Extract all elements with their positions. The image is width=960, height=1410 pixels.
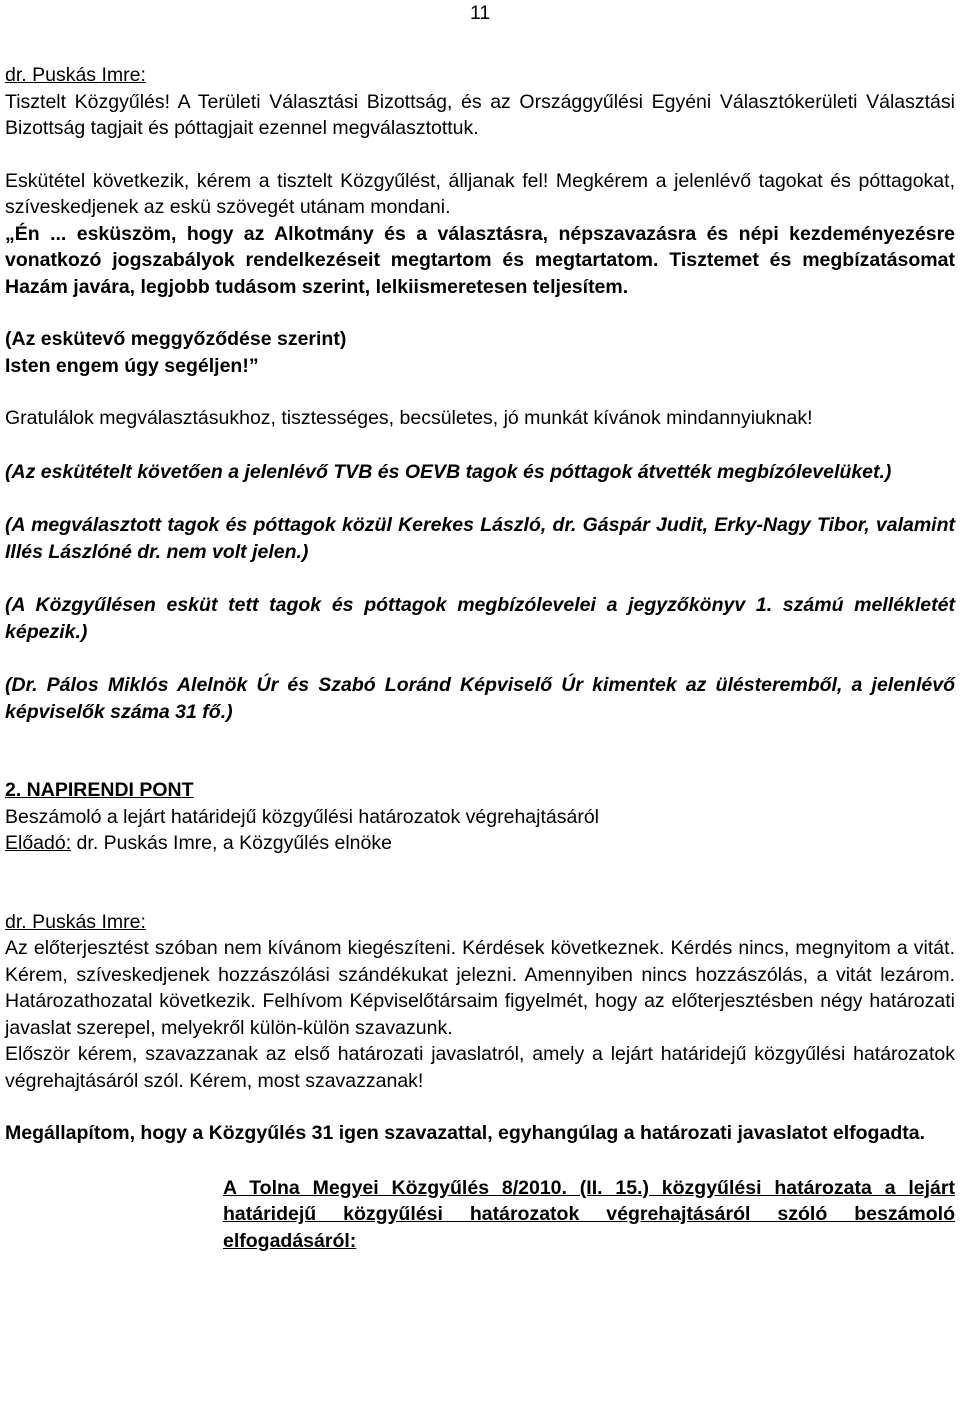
oath-note: (Az eskütevő meggyőződése szerint) <box>5 328 347 350</box>
oath-closing: Isten engem úgy segéljen!” <box>5 354 259 377</box>
oath-text: „Én ... esküszöm, hogy az Alkotmány és a választásra, népszavazásra és népi kezdeményezésre vonatkozó jogszabályok rendelkezéseit megtartom és megtartatom. Tisztemet és megbízatásomat Hazám javára, legjobb tudásom szerint, lelkiismeretesen teljesítem. <box>5 222 955 298</box>
minutes-note: (Dr. Pálos Miklós Alelnök Úr és Szabó Loránd Képviselő Úr kimentek az ülésteremből, a jelenlévő képviselők száma 31 fő.) <box>5 674 955 723</box>
presenter-line <box>5 830 955 857</box>
resolution-title: A Tolna Megyei Közgyűlés 8/2010. (II. 15.) közgyűlési határozata a lejárt határidejű közgyűlési határozatok végrehajtásáról szóló beszámoló elfogadásáról: <box>223 1176 955 1252</box>
paragraph: Tisztelt Közgyűlés! A Területi Választási Bizottság, és az Országgyűlési Egyéni Választókerületi Választási Bizottság tagjait és póttagjait ezennel megválasztottuk. <box>5 90 955 139</box>
speaker-label: dr. Puskás Imre: <box>5 910 146 933</box>
congratulation: Gratulálok megválasztásukhoz, tisztességes, becsületes, jó munkát kívánok mindannyiuknak! <box>5 407 813 429</box>
agenda-title: Beszámoló a lejárt határidejű közgyűlési határozatok végrehajtásáról <box>5 805 599 828</box>
paragraph: Az előterjesztést szóban nem kívánom kiegészíteni. Kérdések következnek. Kérdés nincs, megnyitom a vitát. Kérem, szíveskedjenek hozzászólási szándékukat jelezni. Amennyiben nincs hozzászólás, a vitát lezárom. Határozathozatal következik. Felhívom Képviselőtársaim figyelmét, hogy az előterjesztésben négy határozati javaslat szerepel, melyekről külön-külön szavazunk. <box>5 937 955 1039</box>
speaker-label: dr. Puskás Imre: <box>5 64 146 86</box>
agenda-heading: 2. NAPIRENDI PONT <box>5 779 194 801</box>
paragraph: Eskütétel következik, kérem a tisztelt Közgyűlést, álljanak fel! Megkérem a jelenlévő tagokat és póttagokat, szíveskedjenek az eskü szövegét utánam mondani. <box>5 169 955 218</box>
decision-statement: Megállapítom, hogy a Közgyűlés 31 igen szavazattal, egyhangúlag a határozati javaslatot elfogadta. <box>5 1122 925 1144</box>
document-body <box>5 62 955 1254</box>
paragraph: Először kérem, szavazzanak az első határozati javaslatról, amely a lejárt határidejű közgyűlési határozatok végrehajtásáról szól. Kérem, most szavazzanak! <box>5 1043 955 1092</box>
presenter-label: Előadó: <box>5 832 72 854</box>
minutes-note: (Az eskütételt követően a jelenlévő TVB és OEVB tagok és póttagok átvették megbízólevelüket.) <box>5 460 892 483</box>
minutes-note: (A Közgyűlésen esküt tett tagok és póttagok megbízólevelei a jegyzőkönyv 1. számú mellékletét képezik.) <box>5 594 955 643</box>
page-number: 11 <box>470 2 491 24</box>
presenter-name: dr. Puskás Imre, a Közgyűlés elnöke <box>71 832 392 854</box>
minutes-note: (A megválasztott tagok és póttagok közül Kerekes László, dr. Gáspár Judit, Erky-Nagy Tibor, valamint Illés Lászlóné dr. nem volt jelen.) <box>5 514 955 563</box>
